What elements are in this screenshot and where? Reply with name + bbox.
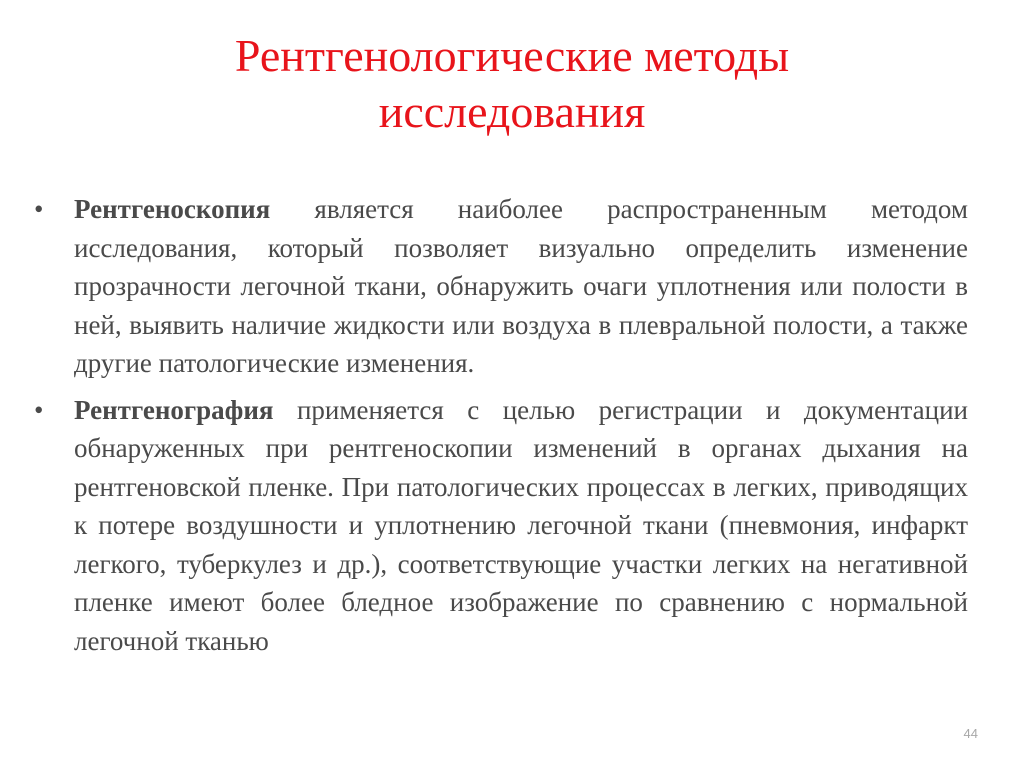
slide-title (60, 28, 964, 140)
bullet-item-radiography (34, 391, 968, 661)
bullet-term: Рентгеноскопия (74, 194, 271, 224)
bullet-text: применяется с целью регистрации и документации обнаруженных при рентгеноскопии изменений в органах дыхания на рентгеновской пленке. При патологических процессах в легких, приводящих к потере воздушности и уплотнению легочной ткани (пневмония, инфаркт легкого, туберкулез и др.), соответствующие участки легких на негативной пленке имеют более бледное изображение по сравнению с нормальной легочной тканью (74, 394, 968, 656)
bullet-list (34, 190, 968, 668)
bullet-item-fluoroscopy (34, 190, 968, 383)
page-number: 44 (963, 726, 978, 741)
bullet-icon: • (34, 394, 44, 425)
bullet-text: является наиболее распространенным методом исследования, который позволяет визуально определить изменение прозрачности легочной ткани, обнаружить очаги уплотнения или полости в ней, выявить наличие жидкости или воздуха в плевральной полости, а также другие патологические изменения. (74, 194, 968, 378)
bullet-term: Рентгенография (74, 394, 274, 425)
slide-title-line-1: Рентгенологические методы (234, 30, 790, 81)
slide-title-line-2: исследования (378, 86, 646, 137)
bullet-icon: • (34, 194, 44, 224)
